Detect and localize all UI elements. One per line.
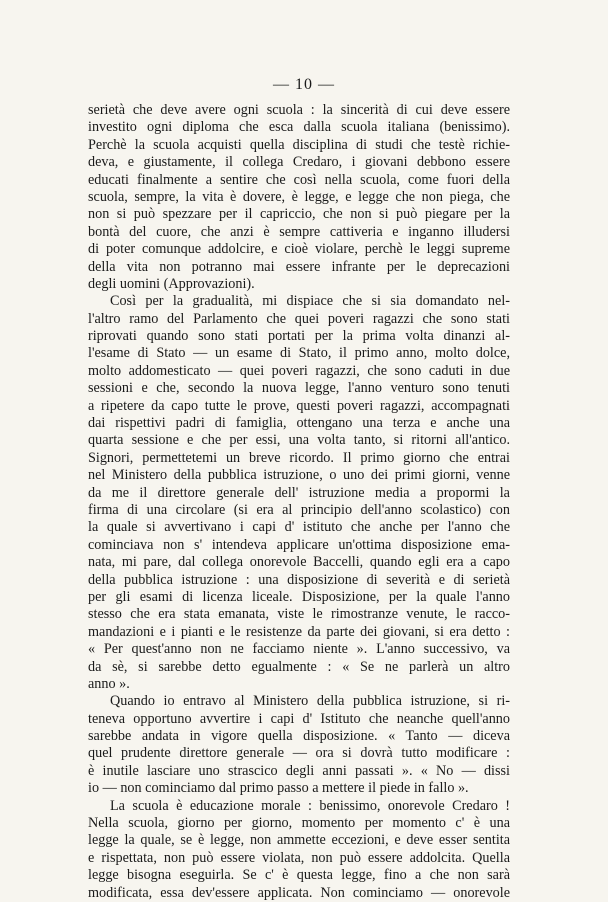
- text-line: deva, e giustamente, il collega Credaro, i giovani debbono essere: [88, 154, 510, 171]
- text-line: della pubblica istruzione : una disposizione di severità e di serietà: [88, 571, 510, 588]
- page-number: — 10 —: [273, 76, 335, 93]
- text-line: io — non cominciamo dal primo passo a mettere il piede in fallo ».: [88, 780, 469, 797]
- text-line: nata, mi pare, dal collega onorevole Baccelli, quando egli era a capo: [88, 554, 510, 571]
- text-line: da sè, si sarebbe detto egualmente : « Se ne parlerà un altro: [88, 658, 510, 675]
- text-line: Quando io entravo al Ministero della pubblica istruzione, si ri-: [110, 693, 510, 710]
- text-line: bontà del cuore, che anzi è sempre cattiveria e inganno illudersi: [88, 223, 510, 240]
- text-line: molto addomesticato — quei poveri ragazzi, che sono caduti in due: [88, 362, 510, 379]
- text-line: investito ogni diploma che esca dalla scuola italiana (benissimo).: [88, 119, 510, 136]
- text-line: e rispettata, non può essere violata, non può essere addolcita. Quella: [88, 849, 510, 866]
- text-line: quel prudente direttore generale — ora si dovrà tutto modificare :: [88, 745, 510, 762]
- text-line: anno ».: [88, 675, 130, 692]
- text-line: a ripetere da capo tutte le prove, questi poveri ragazzi, accompagnati: [88, 397, 510, 414]
- text-line: degli uomini (Approvazioni).: [88, 275, 255, 292]
- text-line: sessioni e che, secondo la nuova legge, l'anno venturo sono tenuti: [88, 380, 510, 397]
- text-line: serietà che deve avere ogni scuola : la sincerità di cui deve essere: [88, 102, 510, 118]
- text-line: sarebbe andata in vigore quella disposizione. « Tanto — diceva: [88, 728, 510, 745]
- text-line: riprovati quando sono stati portati per la prima volta dinanzi al-: [88, 328, 510, 345]
- text-line: Così per la gradualità, mi dispiace che si sia domandato nel-: [110, 293, 510, 310]
- text-line: legge la quale, se è legge, non ammette eccezioni, e deve esser sentita: [88, 832, 510, 849]
- text-line: teneva opportuno avvertire i capi d' Istituto che neanche quell'anno: [88, 710, 510, 727]
- text-line: Perchè la scuola acquisti quella disciplina di studi che testè richie-: [88, 136, 510, 153]
- text-line: cominciava non s' intendeva applicare un'ottima disposizione ema-: [88, 536, 510, 553]
- text-line: della vita non potranno mai essere infrante per le deprecazioni: [88, 258, 510, 275]
- text-line: La scuola è educazione morale : benissimo, onorevole Credaro !: [110, 797, 510, 814]
- text-line: legge bisogna eseguirla. Se c' è questa legge, fino a che non sarà: [88, 867, 510, 884]
- text-line: la quale si avvertivano i capi d' istituto che anche per l'anno che: [88, 519, 510, 536]
- text-line: educati finalmente a sentire che così nella scuola, come fuori della: [88, 171, 510, 188]
- text-line: « Per quest'anno non ne facciamo niente ». L'anno successivo, va: [88, 641, 510, 658]
- text-line: dai rispettivi padri di famiglia, ottengano una terza e anche una: [88, 415, 510, 432]
- text-line: modificata, essa dev'essere applicata. Non cominciamo — onorevole: [88, 884, 510, 901]
- text-line: l'esame di Stato — un esame di Stato, il primo anno, molto dolce,: [88, 345, 510, 362]
- text-line: quarta sessione e che per essi, una volta tanto, si ritorni all'antico.: [88, 432, 510, 449]
- text-line: è inutile lasciare uno strascico degli anni passati ». « No — dissi: [88, 762, 510, 779]
- text-line: mandazioni e i pianti e le resistenze da parte dei giovani, si era detto :: [88, 623, 510, 640]
- text-line: per gli esami di licenza liceale. Disposizione, per la quale l'anno: [88, 588, 510, 605]
- text-line: firma di una circolare (si era al principio dell'anno scolastico) con: [88, 501, 510, 518]
- text-line: non si può spezzare per il capriccio, che non si può piegare per la: [88, 206, 510, 223]
- text-line: Signori, permettetemi un breve ricordo. Il primo giorno che entrai: [88, 449, 510, 466]
- body-text: [88, 102, 510, 902]
- text-line: nel Ministero della pubblica istruzione, o uno dei primi giorni, venne: [88, 467, 510, 484]
- text-line: stesso che era stata emanata, viste le rimostranze venute, le racco-: [88, 606, 510, 623]
- text-line: di poter comunque addolcire, e cioè violare, perchè le leggi supreme: [88, 241, 510, 258]
- text-line: Nella scuola, giorno per giorno, momento per momento c' è una: [88, 815, 510, 832]
- text-line: scuola, sempre, la vita è dovere, è legge, e legge che non piega, che: [88, 188, 510, 205]
- text-line: da me il direttore generale dell' istruzione media a propormi la: [88, 484, 510, 501]
- text-line: l'altro ramo del Parlamento che quei poveri ragazzi che sono stati: [88, 310, 510, 327]
